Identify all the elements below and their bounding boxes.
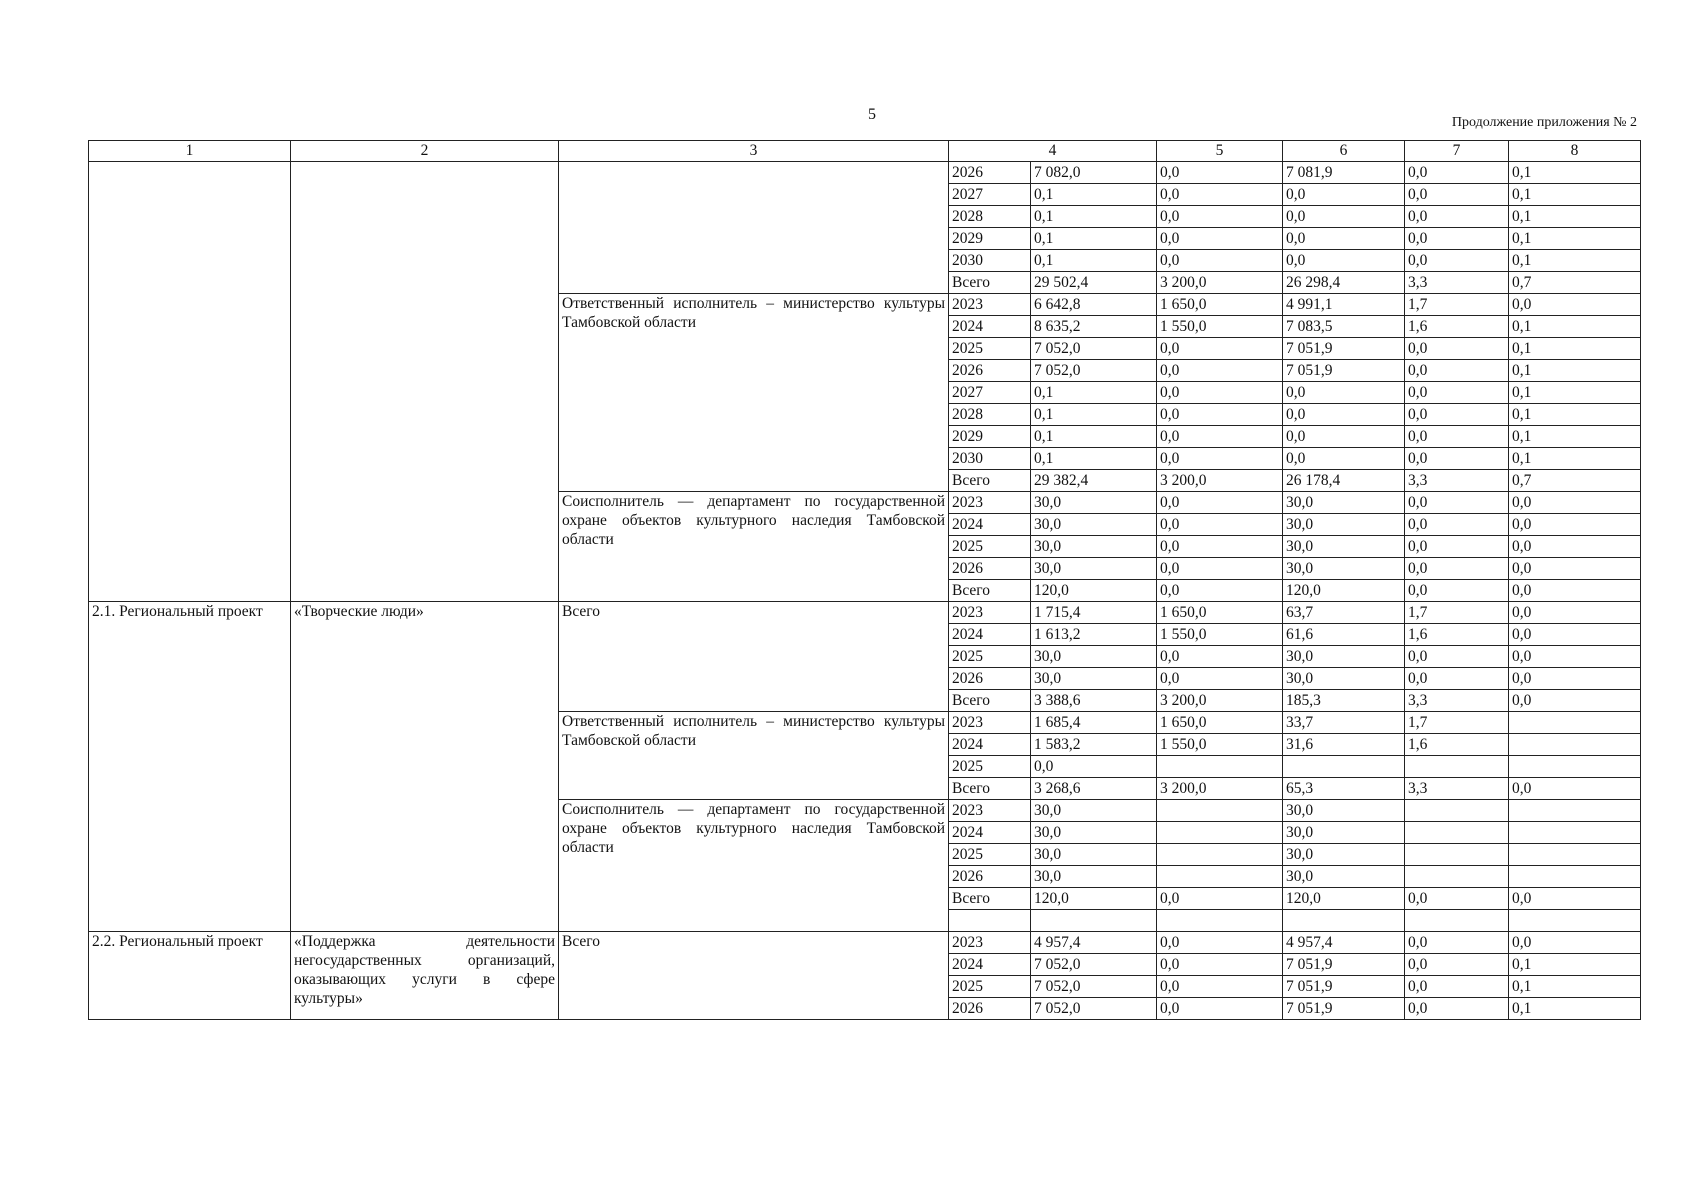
local-value-cell: 1,7 <box>1405 712 1509 734</box>
federal-value-cell <box>1157 844 1283 866</box>
federal-value-cell: 0,0 <box>1157 360 1283 382</box>
total-value-cell: 0,1 <box>1031 250 1157 272</box>
federal-value-cell: 0,0 <box>1157 382 1283 404</box>
column-header-2: 2 <box>291 141 559 162</box>
local-value-cell: 0,0 <box>1405 184 1509 206</box>
regional-value-cell: 120,0 <box>1283 888 1405 910</box>
local-value-cell <box>1405 866 1509 888</box>
federal-value-cell <box>1157 800 1283 822</box>
regional-value-cell: 26 298,4 <box>1283 272 1405 294</box>
regional-value-cell: 0,0 <box>1283 448 1405 470</box>
total-value-cell: 30,0 <box>1031 822 1157 844</box>
column-header-1: 1 <box>89 141 291 162</box>
executor-cell: Соисполнитель — департамент по государственной охране объектов культурного наследия Тамбовской области <box>559 492 949 602</box>
total-value-cell: 30,0 <box>1031 558 1157 580</box>
executor-cell: Ответственный исполнитель – министерство культуры Тамбовской области <box>559 712 949 800</box>
year-cell: 2030 <box>949 250 1031 272</box>
other-value-cell: 0,1 <box>1509 316 1641 338</box>
local-value-cell: 0,0 <box>1405 426 1509 448</box>
budget-table <box>88 140 1641 1020</box>
total-value-cell: 1 715,4 <box>1031 602 1157 624</box>
regional-value-cell: 30,0 <box>1283 844 1405 866</box>
federal-value-cell: 0,0 <box>1157 932 1283 954</box>
federal-value-cell: 0,0 <box>1157 404 1283 426</box>
local-value-cell: 3,3 <box>1405 272 1509 294</box>
empty-cell <box>1283 910 1405 932</box>
federal-value-cell: 0,0 <box>1157 558 1283 580</box>
other-value-cell: 0,1 <box>1509 228 1641 250</box>
total-value-cell: 30,0 <box>1031 492 1157 514</box>
other-value-cell: 0,1 <box>1509 426 1641 448</box>
year-cell: 2028 <box>949 404 1031 426</box>
year-cell: 2028 <box>949 206 1031 228</box>
local-value-cell <box>1405 800 1509 822</box>
total-value-cell: 0,1 <box>1031 184 1157 206</box>
regional-value-cell: 7 051,9 <box>1283 998 1405 1020</box>
regional-value-cell: 30,0 <box>1283 536 1405 558</box>
local-value-cell: 0,0 <box>1405 580 1509 602</box>
year-cell: 2025 <box>949 338 1031 360</box>
other-value-cell: 0,1 <box>1509 404 1641 426</box>
other-value-cell: 0,0 <box>1509 536 1641 558</box>
regional-value-cell: 30,0 <box>1283 800 1405 822</box>
federal-value-cell: 0,0 <box>1157 184 1283 206</box>
column-number-row <box>89 141 1641 162</box>
regional-value-cell: 30,0 <box>1283 558 1405 580</box>
year-cell: Всего <box>949 888 1031 910</box>
other-value-cell <box>1509 756 1641 778</box>
year-cell: 2024 <box>949 514 1031 536</box>
federal-value-cell <box>1157 866 1283 888</box>
other-value-cell: 0,1 <box>1509 976 1641 998</box>
year-cell: Всего <box>949 580 1031 602</box>
regional-value-cell: 30,0 <box>1283 822 1405 844</box>
regional-value-cell: 0,0 <box>1283 426 1405 448</box>
total-value-cell: 1 685,4 <box>1031 712 1157 734</box>
other-value-cell: 0,1 <box>1509 382 1641 404</box>
year-cell: 2024 <box>949 822 1031 844</box>
year-cell: 2025 <box>949 844 1031 866</box>
year-cell: Всего <box>949 778 1031 800</box>
local-value-cell: 0,0 <box>1405 382 1509 404</box>
other-value-cell: 0,0 <box>1509 580 1641 602</box>
year-cell: 2024 <box>949 624 1031 646</box>
executor-cell: Соисполнитель — департамент по государственной охране объектов культурного наследия Тамбовской области <box>559 800 949 932</box>
other-value-cell: 0,1 <box>1509 998 1641 1020</box>
year-cell: 2029 <box>949 426 1031 448</box>
other-value-cell: 0,1 <box>1509 250 1641 272</box>
other-value-cell <box>1509 800 1641 822</box>
empty-cell <box>1509 910 1641 932</box>
federal-value-cell: 0,0 <box>1157 228 1283 250</box>
regional-value-cell: 0,0 <box>1283 206 1405 228</box>
total-value-cell: 0,1 <box>1031 228 1157 250</box>
federal-value-cell: 1 550,0 <box>1157 316 1283 338</box>
year-cell: 2023 <box>949 492 1031 514</box>
column-header-8: 8 <box>1509 141 1641 162</box>
column-header-6: 6 <box>1283 141 1405 162</box>
local-value-cell: 0,0 <box>1405 954 1509 976</box>
empty-cell <box>949 910 1031 932</box>
federal-value-cell: 0,0 <box>1157 888 1283 910</box>
local-value-cell: 0,0 <box>1405 998 1509 1020</box>
empty-cell <box>1031 910 1157 932</box>
federal-value-cell: 0,0 <box>1157 580 1283 602</box>
federal-value-cell: 1 550,0 <box>1157 734 1283 756</box>
total-value-cell: 30,0 <box>1031 646 1157 668</box>
year-cell: 2023 <box>949 800 1031 822</box>
total-value-cell: 1 583,2 <box>1031 734 1157 756</box>
regional-value-cell: 7 051,9 <box>1283 954 1405 976</box>
regional-value-cell: 7 083,5 <box>1283 316 1405 338</box>
local-value-cell: 0,0 <box>1405 932 1509 954</box>
total-value-cell: 30,0 <box>1031 866 1157 888</box>
empty-cell <box>1405 910 1509 932</box>
executor-cell <box>559 162 949 294</box>
other-value-cell <box>1509 844 1641 866</box>
local-value-cell: 0,0 <box>1405 514 1509 536</box>
year-cell: 2026 <box>949 998 1031 1020</box>
appendix-continuation-note: Продолжение приложения № 2 <box>1451 115 1637 130</box>
local-value-cell: 1,6 <box>1405 316 1509 338</box>
regional-value-cell: 4 957,4 <box>1283 932 1405 954</box>
year-cell: 2024 <box>949 316 1031 338</box>
total-value-cell: 29 382,4 <box>1031 470 1157 492</box>
year-cell: 2023 <box>949 294 1031 316</box>
year-cell: 2024 <box>949 954 1031 976</box>
local-value-cell: 0,0 <box>1405 448 1509 470</box>
total-value-cell: 7 082,0 <box>1031 162 1157 184</box>
year-cell: 2025 <box>949 756 1031 778</box>
total-value-cell: 120,0 <box>1031 888 1157 910</box>
event-code-cell: 2.2. Региональный проект <box>89 932 291 1020</box>
regional-value-cell: 0,0 <box>1283 382 1405 404</box>
year-cell: Всего <box>949 470 1031 492</box>
other-value-cell: 0,1 <box>1509 206 1641 228</box>
other-value-cell: 0,0 <box>1509 602 1641 624</box>
other-value-cell: 0,0 <box>1509 492 1641 514</box>
local-value-cell: 3,3 <box>1405 778 1509 800</box>
regional-value-cell: 30,0 <box>1283 514 1405 536</box>
federal-value-cell: 0,0 <box>1157 250 1283 272</box>
other-value-cell: 0,1 <box>1509 360 1641 382</box>
event-name-cell <box>291 162 559 602</box>
federal-value-cell: 0,0 <box>1157 954 1283 976</box>
other-value-cell: 0,0 <box>1509 514 1641 536</box>
total-value-cell: 7 052,0 <box>1031 338 1157 360</box>
total-value-cell: 4 957,4 <box>1031 932 1157 954</box>
federal-value-cell: 0,0 <box>1157 646 1283 668</box>
regional-value-cell: 7 081,9 <box>1283 162 1405 184</box>
total-value-cell: 1 613,2 <box>1031 624 1157 646</box>
other-value-cell: 0,1 <box>1509 162 1641 184</box>
federal-value-cell: 0,0 <box>1157 536 1283 558</box>
other-value-cell: 0,1 <box>1509 184 1641 206</box>
table-row <box>89 162 1641 184</box>
other-value-cell: 0,7 <box>1509 272 1641 294</box>
table-row <box>89 602 1641 624</box>
local-value-cell: 1,7 <box>1405 602 1509 624</box>
event-code-cell: 2.1. Региональный проект <box>89 602 291 932</box>
federal-value-cell: 0,0 <box>1157 998 1283 1020</box>
empty-cell <box>1157 910 1283 932</box>
column-header-4: 4 <box>949 141 1157 162</box>
federal-value-cell: 3 200,0 <box>1157 778 1283 800</box>
year-cell: 2025 <box>949 976 1031 998</box>
total-value-cell: 0,0 <box>1031 756 1157 778</box>
regional-value-cell: 31,6 <box>1283 734 1405 756</box>
federal-value-cell: 0,0 <box>1157 426 1283 448</box>
year-cell: 2026 <box>949 162 1031 184</box>
regional-value-cell: 65,3 <box>1283 778 1405 800</box>
other-value-cell <box>1509 734 1641 756</box>
regional-value-cell: 61,6 <box>1283 624 1405 646</box>
year-cell: 2023 <box>949 932 1031 954</box>
total-value-cell: 8 635,2 <box>1031 316 1157 338</box>
other-value-cell: 0,0 <box>1509 624 1641 646</box>
federal-value-cell: 1 550,0 <box>1157 624 1283 646</box>
year-cell: 2029 <box>949 228 1031 250</box>
year-cell: 2025 <box>949 646 1031 668</box>
regional-value-cell: 30,0 <box>1283 866 1405 888</box>
local-value-cell: 0,0 <box>1405 646 1509 668</box>
federal-value-cell: 0,0 <box>1157 668 1283 690</box>
total-value-cell: 30,0 <box>1031 668 1157 690</box>
year-cell: 2025 <box>949 536 1031 558</box>
total-value-cell: 3 388,6 <box>1031 690 1157 712</box>
other-value-cell: 0,0 <box>1509 668 1641 690</box>
federal-value-cell: 1 650,0 <box>1157 602 1283 624</box>
federal-value-cell <box>1157 822 1283 844</box>
regional-value-cell: 120,0 <box>1283 580 1405 602</box>
total-value-cell: 29 502,4 <box>1031 272 1157 294</box>
total-value-cell: 0,1 <box>1031 448 1157 470</box>
page-number: 5 <box>868 106 876 123</box>
total-value-cell: 30,0 <box>1031 514 1157 536</box>
regional-value-cell: 30,0 <box>1283 668 1405 690</box>
regional-value-cell <box>1283 756 1405 778</box>
federal-value-cell <box>1157 756 1283 778</box>
regional-value-cell: 0,0 <box>1283 404 1405 426</box>
regional-value-cell: 7 051,9 <box>1283 360 1405 382</box>
table-row <box>89 932 1641 954</box>
local-value-cell: 0,0 <box>1405 888 1509 910</box>
regional-value-cell: 30,0 <box>1283 646 1405 668</box>
year-cell: 2030 <box>949 448 1031 470</box>
federal-value-cell: 3 200,0 <box>1157 690 1283 712</box>
federal-value-cell: 0,0 <box>1157 514 1283 536</box>
local-value-cell: 3,3 <box>1405 690 1509 712</box>
local-value-cell: 0,0 <box>1405 338 1509 360</box>
local-value-cell: 3,3 <box>1405 470 1509 492</box>
total-value-cell: 0,1 <box>1031 426 1157 448</box>
federal-value-cell: 0,0 <box>1157 162 1283 184</box>
local-value-cell <box>1405 822 1509 844</box>
total-value-cell: 7 052,0 <box>1031 360 1157 382</box>
other-value-cell: 0,0 <box>1509 932 1641 954</box>
federal-value-cell: 1 650,0 <box>1157 294 1283 316</box>
year-cell: 2027 <box>949 382 1031 404</box>
regional-value-cell: 0,0 <box>1283 228 1405 250</box>
other-value-cell: 0,7 <box>1509 470 1641 492</box>
total-value-cell: 0,1 <box>1031 382 1157 404</box>
local-value-cell: 1,6 <box>1405 624 1509 646</box>
other-value-cell: 0,0 <box>1509 690 1641 712</box>
event-name-cell: «Творческие люди» <box>291 602 559 932</box>
local-value-cell: 0,0 <box>1405 404 1509 426</box>
total-value-cell: 30,0 <box>1031 536 1157 558</box>
year-cell: 2026 <box>949 866 1031 888</box>
federal-value-cell: 3 200,0 <box>1157 470 1283 492</box>
local-value-cell: 0,0 <box>1405 228 1509 250</box>
federal-value-cell: 0,0 <box>1157 206 1283 228</box>
year-cell: Всего <box>949 690 1031 712</box>
other-value-cell: 0,0 <box>1509 294 1641 316</box>
year-cell: 2024 <box>949 734 1031 756</box>
year-cell: 2026 <box>949 668 1031 690</box>
other-value-cell: 0,1 <box>1509 338 1641 360</box>
other-value-cell <box>1509 866 1641 888</box>
local-value-cell: 1,7 <box>1405 294 1509 316</box>
event-name-cell: «Поддержка деятельности негосударственных организаций, оказывающих услуги в сфере культуры» <box>291 932 559 1020</box>
regional-value-cell: 7 051,9 <box>1283 976 1405 998</box>
column-header-3: 3 <box>559 141 949 162</box>
other-value-cell: 0,0 <box>1509 558 1641 580</box>
local-value-cell <box>1405 756 1509 778</box>
federal-value-cell: 0,0 <box>1157 338 1283 360</box>
other-value-cell: 0,0 <box>1509 646 1641 668</box>
local-value-cell <box>1405 844 1509 866</box>
local-value-cell: 0,0 <box>1405 162 1509 184</box>
other-value-cell: 0,0 <box>1509 888 1641 910</box>
total-value-cell: 120,0 <box>1031 580 1157 602</box>
other-value-cell: 0,0 <box>1509 778 1641 800</box>
total-value-cell: 0,1 <box>1031 206 1157 228</box>
year-cell: Всего <box>949 272 1031 294</box>
regional-value-cell: 185,3 <box>1283 690 1405 712</box>
year-cell: 2026 <box>949 360 1031 382</box>
local-value-cell: 0,0 <box>1405 558 1509 580</box>
executor-cell: Ответственный исполнитель – министерство культуры Тамбовской области <box>559 294 949 492</box>
total-value-cell: 7 052,0 <box>1031 976 1157 998</box>
federal-value-cell: 3 200,0 <box>1157 272 1283 294</box>
local-value-cell: 0,0 <box>1405 976 1509 998</box>
local-value-cell: 1,6 <box>1405 734 1509 756</box>
federal-value-cell: 0,0 <box>1157 448 1283 470</box>
regional-value-cell: 0,0 <box>1283 184 1405 206</box>
year-cell: 2026 <box>949 558 1031 580</box>
total-value-cell: 7 052,0 <box>1031 998 1157 1020</box>
other-value-cell <box>1509 712 1641 734</box>
regional-value-cell: 7 051,9 <box>1283 338 1405 360</box>
federal-value-cell: 0,0 <box>1157 492 1283 514</box>
local-value-cell: 0,0 <box>1405 668 1509 690</box>
regional-value-cell: 0,0 <box>1283 250 1405 272</box>
column-header-5: 5 <box>1157 141 1283 162</box>
local-value-cell: 0,0 <box>1405 250 1509 272</box>
local-value-cell: 0,0 <box>1405 492 1509 514</box>
total-value-cell: 0,1 <box>1031 404 1157 426</box>
total-value-cell: 7 052,0 <box>1031 954 1157 976</box>
year-cell: 2027 <box>949 184 1031 206</box>
regional-value-cell: 26 178,4 <box>1283 470 1405 492</box>
executor-cell: Всего <box>559 602 949 712</box>
federal-value-cell: 0,0 <box>1157 976 1283 998</box>
year-cell: 2023 <box>949 602 1031 624</box>
total-value-cell: 3 268,6 <box>1031 778 1157 800</box>
total-value-cell: 30,0 <box>1031 844 1157 866</box>
other-value-cell <box>1509 822 1641 844</box>
federal-value-cell: 1 650,0 <box>1157 712 1283 734</box>
table-body <box>89 162 1641 1020</box>
local-value-cell: 0,0 <box>1405 360 1509 382</box>
column-header-7: 7 <box>1405 141 1509 162</box>
total-value-cell: 6 642,8 <box>1031 294 1157 316</box>
event-code-cell <box>89 162 291 602</box>
executor-cell: Всего <box>559 932 949 1020</box>
local-value-cell: 0,0 <box>1405 536 1509 558</box>
regional-value-cell: 4 991,1 <box>1283 294 1405 316</box>
regional-value-cell: 33,7 <box>1283 712 1405 734</box>
regional-value-cell: 30,0 <box>1283 492 1405 514</box>
regional-value-cell: 63,7 <box>1283 602 1405 624</box>
year-cell: 2023 <box>949 712 1031 734</box>
total-value-cell: 30,0 <box>1031 800 1157 822</box>
local-value-cell: 0,0 <box>1405 206 1509 228</box>
other-value-cell: 0,1 <box>1509 954 1641 976</box>
other-value-cell: 0,1 <box>1509 448 1641 470</box>
